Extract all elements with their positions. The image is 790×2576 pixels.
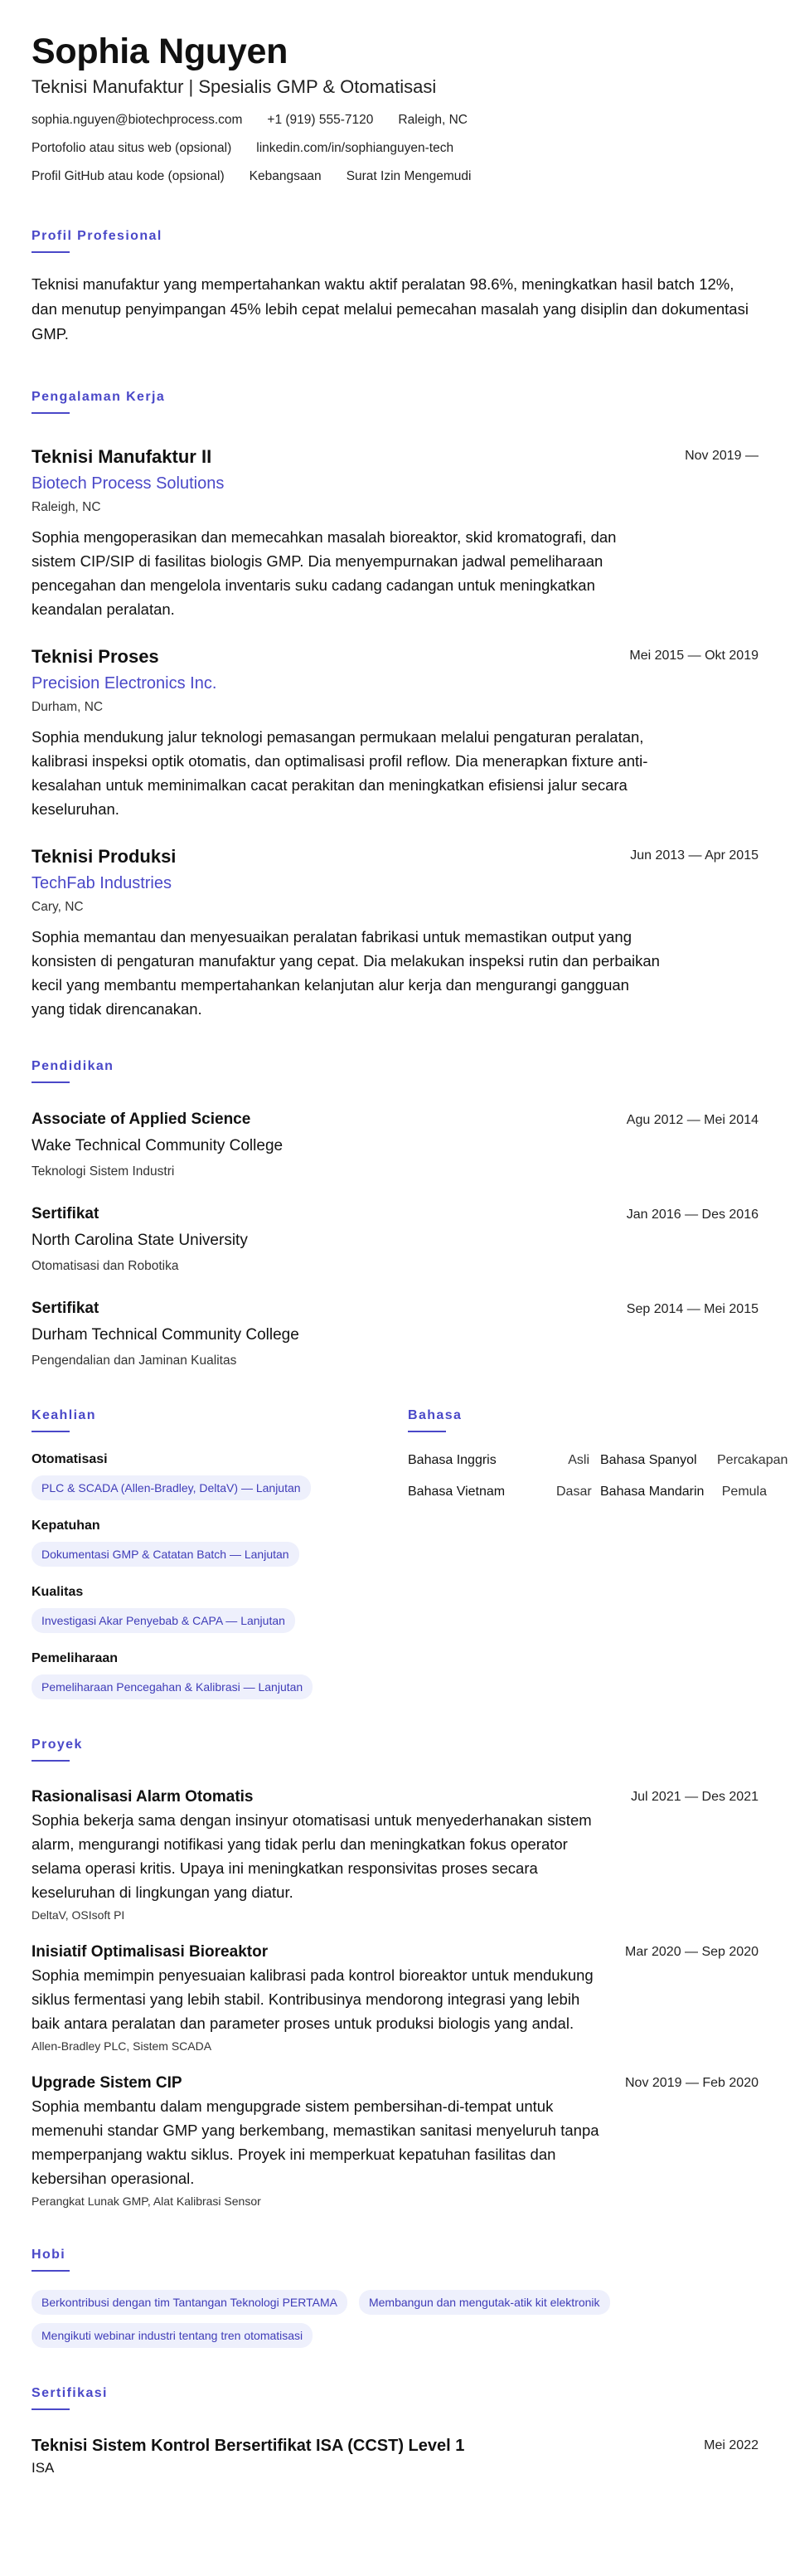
hobby-pill: Mengikuti webinar industri tentang tren otomatisasi [32,2323,313,2348]
education-section [32,1059,758,1370]
projects-section [32,1738,758,2209]
section-divider [32,412,70,414]
section-divider [32,2408,70,2410]
project-dates: Nov 2019 — Feb 2020 [625,2076,758,2090]
section-title-skills: Keahlian [32,1408,96,1422]
hobby-pill: Membangun dan mengutak-atik kit elektronik [359,2290,610,2315]
field-of-study: Pengendalian dan Jaminan Kualitas [32,1354,237,1368]
project-name: Rasionalisasi Alarm Otomatis [32,1788,254,1806]
section-divider [408,1431,446,1432]
skill-group [32,1517,408,1567]
job-title: Teknisi Produksi [32,846,177,867]
job-location: Cary, NC [32,900,84,914]
section-title-languages: Bahasa [408,1408,463,1422]
email-link[interactable]: sophia.nguyen@biotechprocess.com [32,113,243,127]
section-divider [32,1081,70,1083]
candidate-tagline: Teknisi Manufaktur | Spesialis GMP & Otomatisasi [32,76,437,97]
field-of-study: Teknologi Sistem Industri [32,1164,175,1179]
skill-group [32,1451,408,1500]
experience-item [32,645,758,821]
project-name: Inisiatif Optimalisasi Bioreaktor [32,1943,269,1961]
field-of-study: Otomatisasi dan Robotika [32,1259,179,1273]
section-title-education: Pendidikan [32,1059,114,1073]
job-description: Sophia memantau dan menyesuaikan peralatan fabrikasi untuk memastikan output yang konsisten di pengaturan manufaktur yang cepat. Dia melakukan inspeksi rutin dan perbaikan kecil yang membantu mempertahankan kelanjutan alur kerja dan mengurangi gangguan yang tidak direncanakan. [32,928,660,1018]
hobby-pill: Berkontribusi dengan tim Tantangan Teknologi PERTAMA [32,2290,347,2315]
drivers-license: Surat Izin Mengemudi [346,169,472,183]
education-dates: Jan 2016 — Des 2016 [626,1208,758,1222]
job-title: Teknisi Proses [32,646,159,667]
skill-pill: Dokumentasi GMP & Catatan Batch — Lanjutan [32,1542,299,1567]
section-divider [32,1431,70,1432]
company-name: Precision Electronics Inc. [32,674,217,693]
language-level: Dasar [556,1485,592,1499]
skills-section [32,1408,408,1699]
project-description: Sophia bekerja sama dengan insinyur otomatisasi untuk menyederhanakan sistem alarm, mengurangi notifikasi yang tidak perlu dan meningkatkan fokus operator selama operasi kritis. Upaya ini meningkatkan responsivitas proses secara keseluruhan di lingkungan yang diatur. [32,1811,592,1901]
project-item [32,2073,758,2209]
language-name: Bahasa Mandarin [600,1485,705,1499]
section-title-summary: Profil Profesional [32,229,162,243]
certifications-section [32,2386,758,2477]
experience-section [32,390,758,1021]
school-name: Durham Technical Community College [32,1326,299,1344]
extra-info-row [32,168,758,186]
project-name: Upgrade Sistem CIP [32,2074,182,2092]
candidate-name: Sophia Nguyen [32,32,288,71]
education-item [32,1110,758,1181]
project-description: Sophia membantu dalam mengupgrade sistem pembersihan-di-tempat untuk memenuhi standar GMP yang berkembang, memastikan sanitasi menyeluruh tanpa memperpanjang waktu siklus. Proyek ini memperkuat kepatuhan fasilitas dan kebersihan operasional. [32,2097,599,2187]
project-description: Sophia memimpin penyesuaian kalibrasi pada kontrol bioreaktor untuk mendukung siklus fermentasi yang lebih stabil. Kontribusinya mendorong integrasi yang lebih baik antara peralatan dan parameter proses untuk produksi biologis yang andal. [32,1966,594,2032]
company-name: TechFab Industries [32,874,172,892]
location: Raleigh, NC [398,113,468,127]
certification-name: Teknisi Sistem Kontrol Bersertifikat ISA (CCST) Level 1 [32,2437,465,2455]
school-name: Wake Technical Community College [32,1137,284,1154]
project-technologies: DeltaV, OSIsoft PI [32,1908,125,1922]
education-item [32,1204,758,1276]
job-location: Durham, NC [32,700,104,714]
project-item [32,1942,758,2054]
section-divider [32,251,70,253]
section-title-certifications: Sertifikasi [32,2386,108,2400]
degree: Sertifikat [32,1300,99,1317]
section-divider [32,1760,70,1762]
language-name: Bahasa Vietnam [408,1485,506,1499]
skill-category: Kepatuhan [32,1519,100,1533]
hobby-list [32,2290,728,2348]
project-item [32,1786,758,1923]
certification-date: Mei 2022 [704,2438,758,2452]
skill-category: Otomatisasi [32,1452,108,1466]
skill-pill: Pemeliharaan Pencegahan & Kalibrasi — Lanjutan [32,1674,313,1699]
skills-languages-row [32,1408,788,1699]
language-level: Pemula [721,1485,767,1499]
resume-header [32,30,758,186]
section-divider [32,2270,70,2272]
hobbies-section [32,2248,758,2348]
skill-category: Kualitas [32,1585,84,1599]
language-level: Percakapan [717,1453,788,1467]
skill-category: Pemeliharaan [32,1651,119,1665]
portfolio-link[interactable]: Portofolio atau situs web (opsional) [32,141,232,155]
experience-item [32,445,758,621]
education-dates: Agu 2012 — Mei 2014 [626,1113,758,1127]
summary-text: Teknisi manufaktur yang mempertahankan waktu aktif peralatan 98.6%, meningkatkan hasil batch 12%, dan menutup penyimpangan 45% lebih cepat melalui pemecahan masalah yang disiplin dan dokumentasi GMP. [32,275,749,343]
certification-issuer: ISA [32,2460,55,2476]
links-row [32,139,758,158]
skill-pill: Investigasi Akar Penyebab & CAPA — Lanjutan [32,1608,295,1633]
job-dates: Jun 2013 — Apr 2015 [630,848,758,863]
phone-number: +1 (919) 555-7120 [267,113,374,127]
nationality: Kebangsaan [249,169,322,183]
languages-section [408,1408,788,1699]
skill-group [32,1650,408,1699]
section-title-projects: Proyek [32,1738,83,1752]
section-title-hobbies: Hobi [32,2248,66,2262]
job-dates: Nov 2019 — [685,449,758,463]
linkedin-link[interactable]: linkedin.com/in/sophianguyen-tech [256,141,454,155]
project-technologies: Perangkat Lunak GMP, Alat Kalibrasi Sensor [32,2194,261,2208]
project-dates: Mar 2020 — Sep 2020 [625,1945,758,1959]
skill-group [32,1583,408,1633]
contact-row [32,111,758,129]
degree: Associate of Applied Science [32,1111,251,1128]
project-technologies: Allen-Bradley PLC, Sistem SCADA [32,2039,212,2053]
job-location: Raleigh, NC [32,500,101,514]
language-name: Bahasa Spanyol [600,1453,697,1467]
job-title: Teknisi Manufaktur II [32,446,212,467]
language-row [408,1482,767,1502]
language-row [408,1451,788,1470]
job-description: Sophia mendukung jalur teknologi pemasangan permukaan melalui pengaturan peralatan, kalibrasi inspeksi optik otomatis, dan optimalisasi profil reflow. Dia menerapkan fixture anti-kesalahan untuk meminimalkan cacat perakitan dan meningkatkan efisiensi jalur secara keseluruhan. [32,728,648,818]
school-name: North Carolina State University [32,1232,248,1249]
education-item [32,1299,758,1370]
section-title-experience: Pengalaman Kerja [32,390,166,404]
experience-item [32,845,758,1021]
education-dates: Sep 2014 — Mei 2015 [626,1302,758,1316]
project-dates: Jul 2021 — Des 2021 [631,1790,758,1804]
degree: Sertifikat [32,1205,99,1222]
certification-item [32,2435,758,2477]
job-description: Sophia mengoperasikan dan memecahkan masalah bioreaktor, skid kromatografi, dan sistem CIP/SIP di fasilitas biologis GMP. Dia menyempurnakan jadwal pemeliharaan pencegahan dan mengelola inventaris suku cadang cadangan untuk meningkatkan keandalan peralatan. [32,528,617,618]
language-level: Asli [568,1453,589,1467]
skill-pill: PLC & SCADA (Allen-Bradley, DeltaV) — Lanjutan [32,1475,311,1500]
summary-section [32,229,758,347]
language-name: Bahasa Inggris [408,1453,497,1467]
job-dates: Mei 2015 — Okt 2019 [629,649,758,663]
github-link[interactable]: Profil GitHub atau kode (opsional) [32,169,225,183]
company-name: Biotech Process Solutions [32,474,225,493]
